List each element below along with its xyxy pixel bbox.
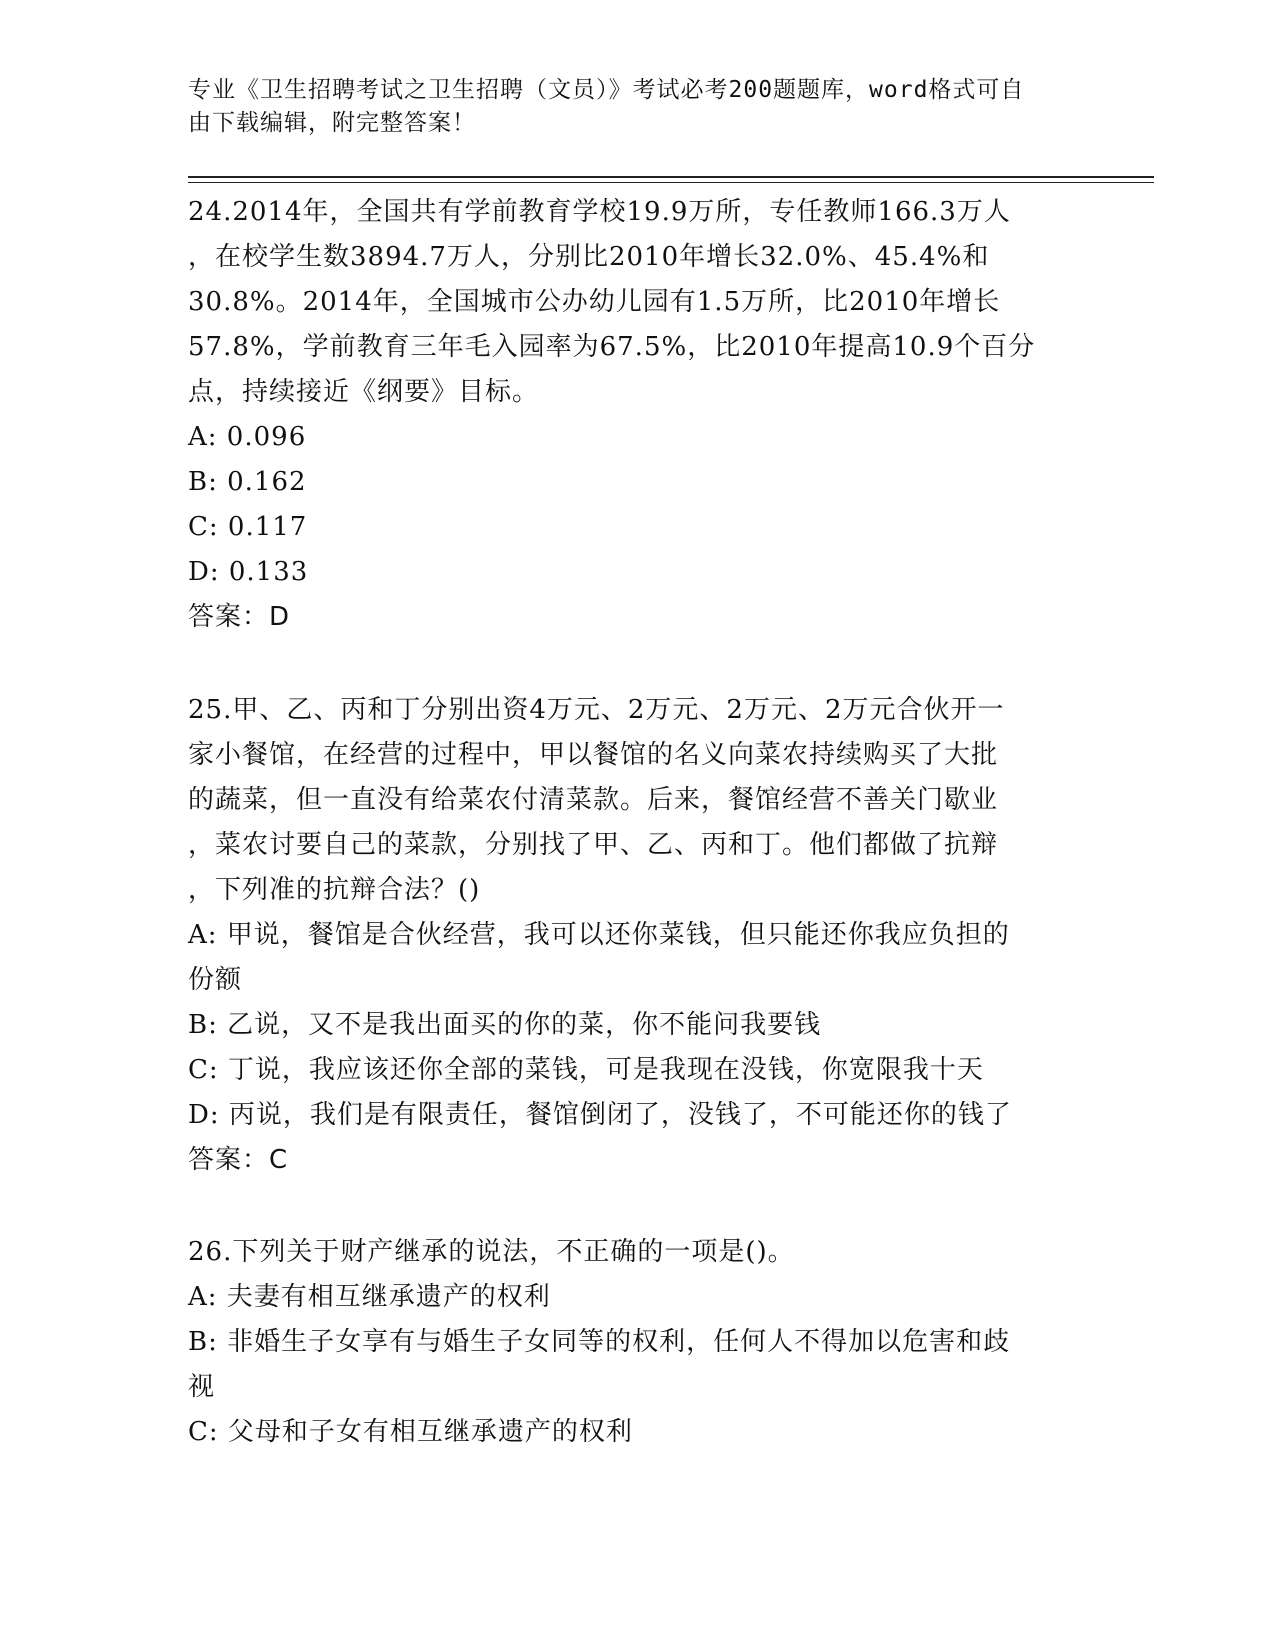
question-25 (188, 688, 1088, 1183)
question-26 (188, 1230, 1088, 1455)
option-c: C: 丁说，我应该还你全部的菜钱，可是我现在没钱，你宽限我十天 (188, 1055, 984, 1085)
answer-line: 答案：C (188, 1145, 289, 1175)
question-stem-line: 30.8%。2014年，全国城市公办幼儿园有1.5万所，比2010年增长 (188, 287, 1001, 317)
header-divider (188, 176, 1154, 178)
question-stem-line: ，下列准的抗辩合法？() (188, 875, 481, 905)
option-c: C: 父母和子女有相互继承遗产的权利 (188, 1417, 633, 1447)
question-stem-line: 25.甲、乙、丙和丁分别出资4万元、2万元、2万元、2万元合伙开一 (188, 695, 1005, 725)
question-stem-line: 24.2014年，全国共有学前教育学校19.9万所，专任教师166.3万人 (188, 197, 1011, 227)
question-24 (188, 190, 1088, 640)
answer-line: 答案：D (188, 602, 291, 632)
option-b: B: 非婚生子女享有与婚生子女同等的权利，任何人不得加以危害和歧 (188, 1327, 1011, 1357)
option-a-continued: 份额 (188, 965, 243, 995)
question-stem-line: ，菜农讨要自己的菜款，分别找了甲、乙、丙和丁。他们都做了抗辩 (188, 830, 999, 860)
question-stem-line: 26.下列关于财产继承的说法，不正确的一项是()。 (188, 1237, 795, 1267)
document-header (188, 74, 1068, 140)
question-stem-line: 家小餐馆，在经营的过程中，甲以餐馆的名义向菜农持续购买了大批 (188, 740, 999, 770)
question-stem-line: 的蔬菜，但一直没有给菜农付清菜款。后来，餐馆经营不善关门歇业 (188, 785, 999, 815)
header-divider-thin (188, 182, 1154, 183)
question-stem-line: 57.8%，学前教育三年毛入园率为67.5%，比2010年提高10.9个百分 (188, 332, 1036, 362)
option-a: A: 夫妻有相互继承遗产的权利 (188, 1282, 551, 1312)
option-b: B: 乙说，又不是我出面买的你的菜，你不能问我要钱 (188, 1010, 822, 1040)
question-stem-line: ，在校学生数3894.7万人，分别比2010年增长32.0%、45.4%和 (188, 242, 990, 272)
option-b: B: 0.162 (188, 467, 307, 497)
option-d: D: 0.133 (188, 557, 309, 587)
option-a: A: 甲说，餐馆是合伙经营，我可以还你菜钱，但只能还你我应负担的 (188, 920, 1010, 950)
header-line: 由下载编辑，附完整答案！ (188, 110, 476, 136)
option-c: C: 0.117 (188, 512, 308, 542)
question-stem-line: 点，持续接近《纲要》目标。 (188, 377, 540, 407)
option-b-continued: 视 (188, 1372, 216, 1402)
option-d: D: 丙说，我们是有限责任，餐馆倒闭了，没钱了，不可能还你的钱了 (188, 1100, 1012, 1130)
option-a: A: 0.096 (188, 422, 307, 452)
header-line: 专业《卫生招聘考试之卫生招聘（文员）》考试必考200题题库，word格式可自 (188, 77, 1025, 103)
